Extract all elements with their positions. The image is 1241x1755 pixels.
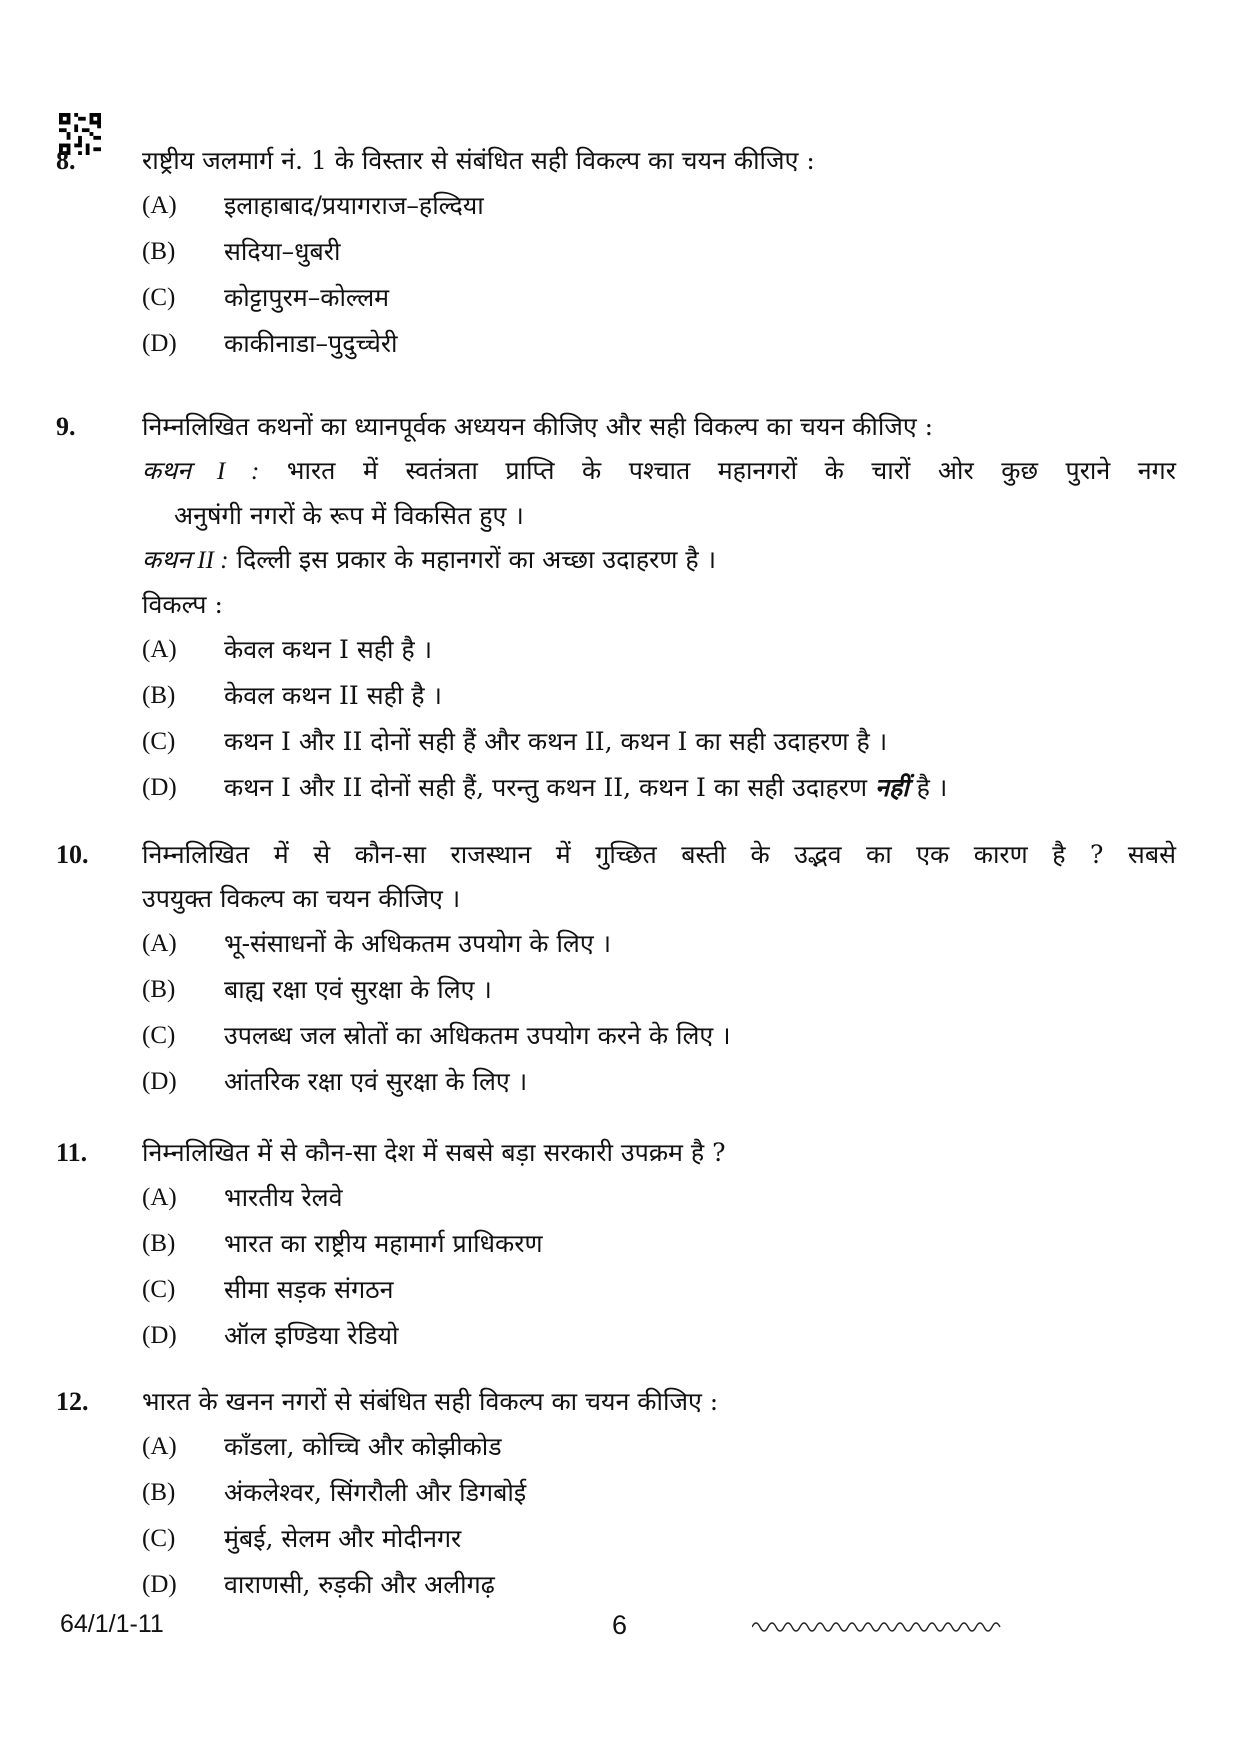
option-label: (D) — [142, 1571, 177, 1598]
wavy-line-decoration — [752, 1618, 1002, 1636]
option-text: वाराणसी, रुड़की और अलीगढ़ — [224, 1570, 495, 1599]
option-label: (A) — [142, 1184, 177, 1211]
option-a — [142, 1175, 1176, 1221]
option-d — [142, 1562, 1176, 1608]
statement-label: कथन II : — [142, 547, 229, 574]
option-d — [142, 765, 1176, 811]
statement-2 — [142, 538, 1176, 583]
option-a — [142, 921, 1176, 967]
statement-1-continued: अनुषंगी नगरों के रूप में विकसित हुए । — [174, 501, 524, 530]
option-text: काँडला, कोच्चि और कोझीकोड — [224, 1432, 502, 1461]
question-text: निम्नलिखित में से कौन-सा राजस्थान में गुच्छित बस्ती के उद्भव का एक कारण है ? सबसे — [142, 840, 1176, 869]
option-text-before: कथन I और II दोनों सही हैं, परन्तु कथन II, कथन I का सही उदाहरण — [224, 773, 868, 802]
option-label: (A) — [142, 930, 177, 957]
option-text-after: है । — [916, 773, 948, 802]
question-number: 8. — [56, 146, 76, 175]
statement-text: दिल्ली इस प्रकार के महानगरों का अच्छा उदाहरण है । — [236, 545, 717, 574]
option-label: (B) — [142, 976, 176, 1003]
question-text: भारत के खनन नगरों से संबंधित सही विकल्प का चयन कीजिए : — [142, 1387, 719, 1416]
option-c — [142, 1516, 1176, 1562]
option-text: सदिया–धुबरी — [224, 237, 341, 266]
statement-label: कथन I : — [142, 458, 260, 485]
option-text: केवल कथन I सही है । — [224, 635, 433, 664]
option-label: (B) — [142, 1230, 176, 1257]
option-text: इलाहाबाद/प्रयागराज–हल्दिया — [224, 191, 484, 220]
option-b — [142, 967, 1176, 1013]
option-text: कोट्टापुरम–कोल्लम — [224, 283, 390, 312]
option-a — [142, 1424, 1176, 1470]
question-12 — [56, 1380, 1176, 1608]
option-d — [142, 321, 1176, 367]
option-label: (B) — [142, 238, 176, 265]
option-a — [142, 627, 1176, 673]
option-label: (C) — [142, 1276, 176, 1303]
question-number: 9. — [56, 412, 76, 441]
option-label: (C) — [142, 728, 176, 755]
option-label: (A) — [142, 192, 177, 219]
option-text: मुंबई, सेलम और मोदीनगर — [224, 1524, 462, 1553]
option-c — [142, 1267, 1176, 1313]
option-label: (A) — [142, 1433, 177, 1460]
option-c — [142, 719, 1176, 765]
option-b — [142, 673, 1176, 719]
option-text: भू-संसाधनों के अधिकतम उपयोग के लिए । — [224, 929, 612, 958]
option-label: (D) — [142, 1322, 177, 1349]
option-text: सीमा सड़क संगठन — [224, 1275, 394, 1304]
option-label: (D) — [142, 330, 177, 357]
option-a — [142, 183, 1176, 229]
statement-1 — [142, 449, 1176, 494]
option-text: ऑल इण्डिया रेडियो — [224, 1321, 399, 1350]
options-heading: विकल्प : — [142, 590, 223, 619]
option-d — [142, 1313, 1176, 1359]
option-text: उपलब्ध जल स्रोतों का अधिकतम उपयोग करने के लिए । — [224, 1021, 731, 1050]
question-text-continued: उपयुक्त विकल्प का चयन कीजिए । — [142, 884, 461, 913]
option-b — [142, 229, 1176, 275]
option-text: भारतीय रेलवे — [224, 1183, 343, 1212]
question-10 — [56, 833, 1176, 1105]
question-9 — [56, 405, 1176, 811]
question-text: राष्ट्रीय जलमार्ग नं. 1 के विस्तार से संबंधित सही विकल्प का चयन कीजिए : — [142, 146, 815, 175]
option-text: केवल कथन II सही है । — [224, 681, 442, 710]
option-text: बाह्य रक्षा एवं सुरक्षा के लिए । — [224, 975, 492, 1004]
question-text: निम्नलिखित में से कौन-सा देश में सबसे बड़ा सरकारी उपक्रम है ? — [142, 1138, 726, 1167]
option-text: अंकलेश्वर, सिंगरौली और डिगबोई — [224, 1478, 527, 1507]
option-text: आंतरिक रक्षा एवं सुरक्षा के लिए । — [224, 1067, 528, 1096]
question-number: 10. — [56, 840, 89, 869]
option-label: (C) — [142, 1022, 176, 1049]
page-number: 6 — [612, 1610, 628, 1640]
option-c — [142, 1013, 1176, 1059]
option-label: (D) — [142, 1068, 177, 1095]
question-text: निम्नलिखित कथनों का ध्यानपूर्वक अध्ययन कीजिए और सही विकल्प का चयन कीजिए : — [142, 412, 934, 441]
option-b — [142, 1221, 1176, 1267]
question-number: 11. — [56, 1138, 88, 1167]
option-label: (D) — [142, 774, 177, 801]
option-label: (A) — [142, 636, 177, 663]
question-number: 12. — [56, 1387, 89, 1416]
option-c — [142, 275, 1176, 321]
option-text-emphasis: नहीं — [875, 773, 909, 802]
question-11 — [56, 1131, 1176, 1359]
option-text: भारत का राष्ट्रीय महामार्ग प्राधिकरण — [224, 1229, 543, 1258]
option-label: (C) — [142, 284, 176, 311]
option-label: (B) — [142, 682, 176, 709]
option-d — [142, 1059, 1176, 1105]
option-text: काकीनाडा–पुदुच्चेरी — [224, 329, 398, 358]
option-b — [142, 1470, 1176, 1516]
option-label: (B) — [142, 1479, 176, 1506]
question-8 — [56, 139, 1176, 367]
option-label: (C) — [142, 1525, 176, 1552]
statement-text: भारत में स्वतंत्रता प्राप्ति के पश्चात महानगरों के चारों ओर कुछ पुराने नगर — [286, 456, 1176, 485]
option-text: कथन I और II दोनों सही हैं और कथन II, कथन I का सही उदाहरण है । — [224, 727, 888, 756]
paper-code: 64/1/1-11 — [60, 1610, 164, 1638]
